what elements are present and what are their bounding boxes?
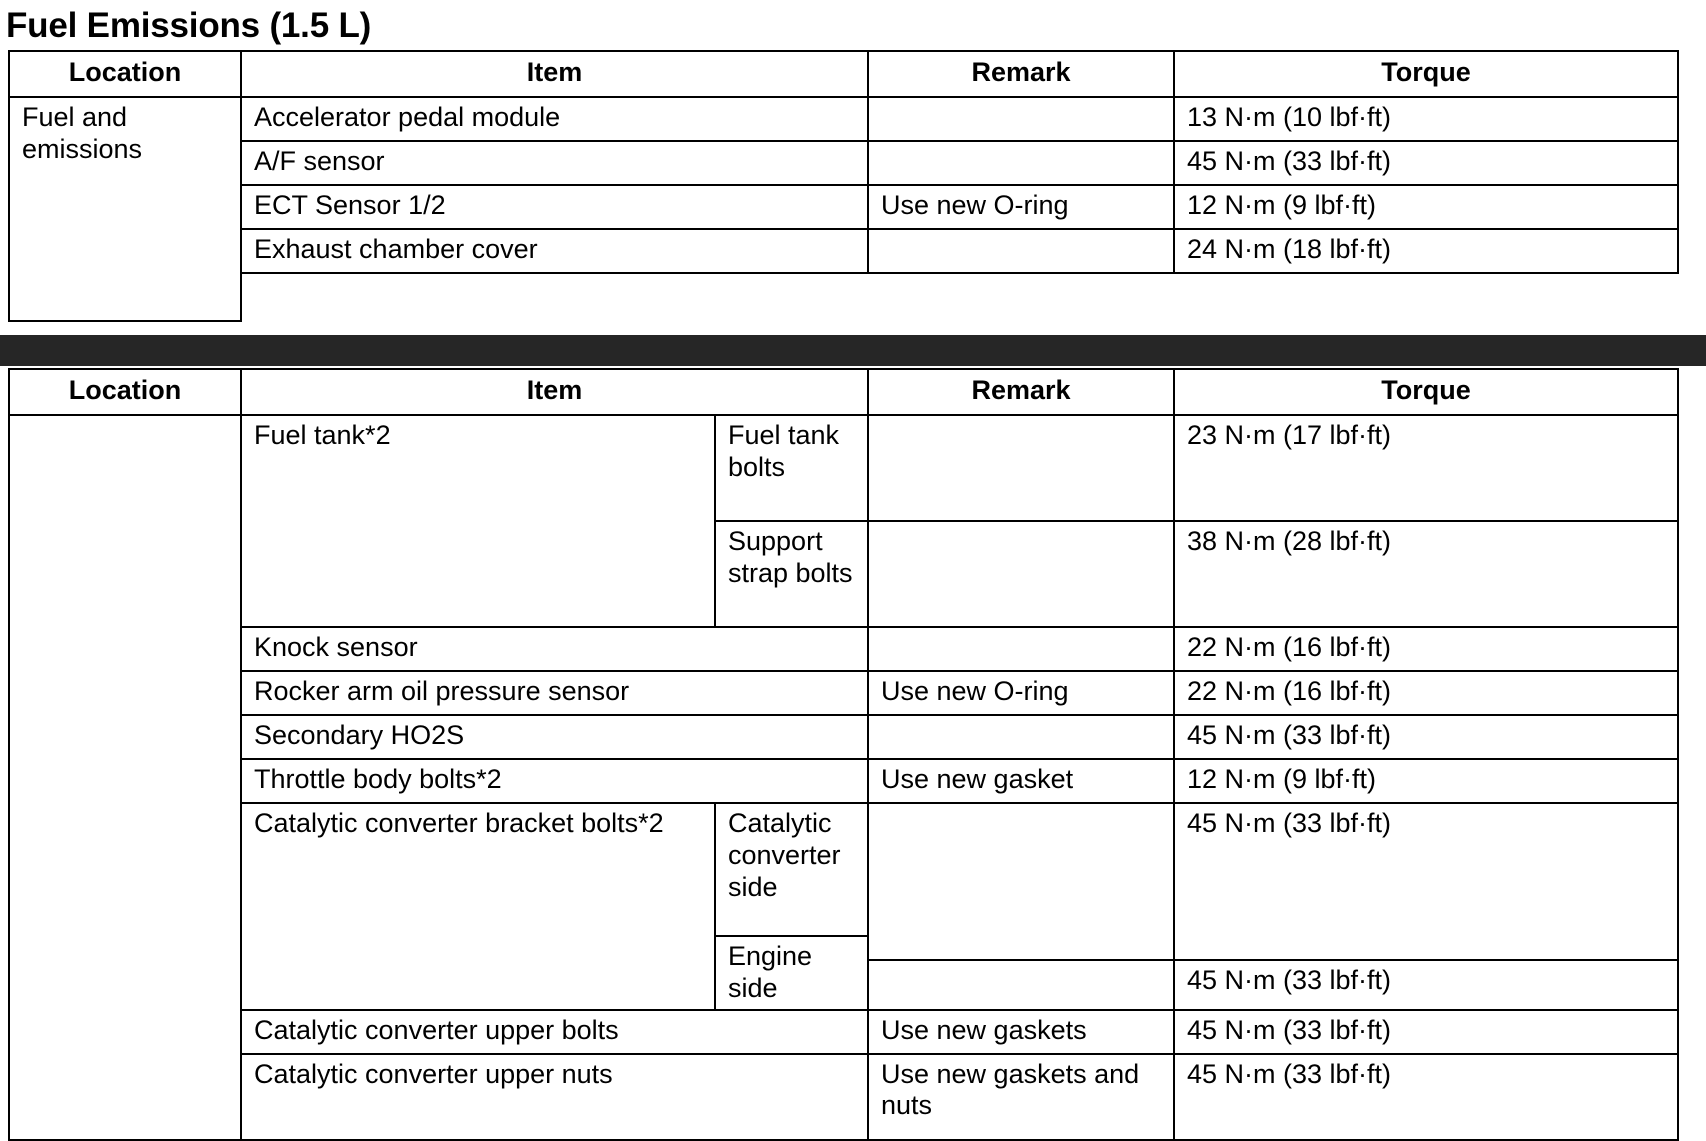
item-cell: Catalytic converter upper bolts (241, 1010, 868, 1054)
spacer-cell-remark (868, 273, 1174, 321)
table-row (9, 229, 1678, 273)
torque-cell: 45 N·m (33 lbf·ft) (1174, 715, 1678, 759)
item-sub-label: Support strap bolts (715, 521, 869, 626)
table-header-row (9, 51, 1678, 97)
torque-cell: 22 N·m (16 lbf·ft) (1174, 627, 1678, 671)
item-label: Catalytic converter bracket bolts*2 (242, 804, 715, 1009)
table-row (9, 715, 1678, 759)
item-cell-group-fuel-tank (241, 415, 868, 627)
item-cell: Secondary HO2S (241, 715, 868, 759)
item-sub-table (242, 416, 869, 626)
remark-cell (868, 521, 1174, 627)
item-cell: Accelerator pedal module (241, 97, 868, 141)
remark-cell: Use new O-ring (868, 185, 1174, 229)
table-row (9, 759, 1678, 803)
item-cell: Catalytic converter upper nuts (241, 1054, 868, 1140)
section-divider-band (0, 335, 1706, 366)
item-cell-group-cat-bracket (241, 803, 868, 1010)
table-row (9, 627, 1678, 671)
fuel-emissions-table-2 (8, 368, 1679, 1141)
torque-cell: 45 N·m (33 lbf·ft) (1174, 1054, 1678, 1140)
table-header-row (9, 369, 1678, 415)
torque-cell: 45 N·m (33 lbf·ft) (1174, 141, 1678, 185)
column-header-torque: Torque (1174, 51, 1678, 97)
location-cell (9, 415, 241, 1140)
remark-cell (868, 229, 1174, 273)
table-row (9, 803, 1678, 960)
torque-cell: 45 N·m (33 lbf·ft) (1174, 1010, 1678, 1054)
torque-cell: 45 N·m (33 lbf·ft) (1174, 803, 1678, 960)
torque-cell: 24 N·m (18 lbf·ft) (1174, 229, 1678, 273)
fuel-emissions-table-1-wrapper (8, 50, 1677, 322)
item-sub-label: Engine side (715, 936, 869, 1009)
column-header-item: Item (241, 369, 868, 415)
table-row (9, 141, 1678, 185)
remark-cell (868, 715, 1174, 759)
table-spacer-row (9, 273, 1678, 321)
page-title: Fuel Emissions (1.5 L) (6, 6, 372, 45)
spacer-cell-item (241, 273, 868, 321)
column-header-remark: Remark (868, 369, 1174, 415)
torque-cell: 12 N·m (9 lbf·ft) (1174, 759, 1678, 803)
item-cell: Rocker arm oil pressure sensor (241, 671, 868, 715)
column-header-remark: Remark (868, 51, 1174, 97)
torque-cell: 13 N·m (10 lbf·ft) (1174, 97, 1678, 141)
table-row (9, 97, 1678, 141)
table-row (9, 1010, 1678, 1054)
torque-cell: 23 N·m (17 lbf·ft) (1174, 415, 1678, 521)
torque-cell: 45 N·m (33 lbf·ft) (1174, 960, 1678, 1010)
item-sub-label: Fuel tank bolts (728, 419, 840, 482)
table-row (9, 185, 1678, 229)
column-header-location: Location (9, 369, 241, 415)
item-cell: Exhaust chamber cover (241, 229, 868, 273)
remark-cell (868, 97, 1174, 141)
item-cell: ECT Sensor 1/2 (241, 185, 868, 229)
table-row (9, 1054, 1678, 1140)
item-cell: Knock sensor (241, 627, 868, 671)
column-header-torque: Torque (1174, 369, 1678, 415)
column-header-location: Location (9, 51, 241, 97)
table-row (9, 415, 1678, 521)
sub-row (242, 804, 869, 936)
item-cell: Throttle body bolts*2 (241, 759, 868, 803)
item-sub-label: Catalytic converter side (728, 807, 841, 902)
location-cell: Fuel and emissions (9, 97, 241, 321)
table-row (9, 671, 1678, 715)
item-sub-table (242, 804, 869, 1009)
fuel-emissions-table-1 (8, 50, 1679, 322)
torque-cell: 22 N·m (16 lbf·ft) (1174, 671, 1678, 715)
torque-cell: 38 N·m (28 lbf·ft) (1174, 521, 1678, 627)
remark-cell: Use new gasket (868, 759, 1174, 803)
remark-cell: Use new gaskets and nuts (868, 1054, 1174, 1140)
remark-cell (868, 803, 1174, 960)
remark-cell (868, 627, 1174, 671)
sub-row (242, 416, 869, 521)
remark-cell (868, 141, 1174, 185)
remark-cell (868, 415, 1174, 521)
item-cell: A/F sensor (241, 141, 868, 185)
remark-cell: Use new gaskets (868, 1010, 1174, 1054)
torque-cell: 12 N·m (9 lbf·ft) (1174, 185, 1678, 229)
remark-cell: Use new O-ring (868, 671, 1174, 715)
spacer-cell-torque (1174, 273, 1678, 321)
column-header-item: Item (241, 51, 868, 97)
fuel-emissions-table-2-wrapper (8, 368, 1677, 1141)
remark-cell (868, 960, 1174, 1010)
item-label: Fuel tank*2 (242, 416, 715, 626)
